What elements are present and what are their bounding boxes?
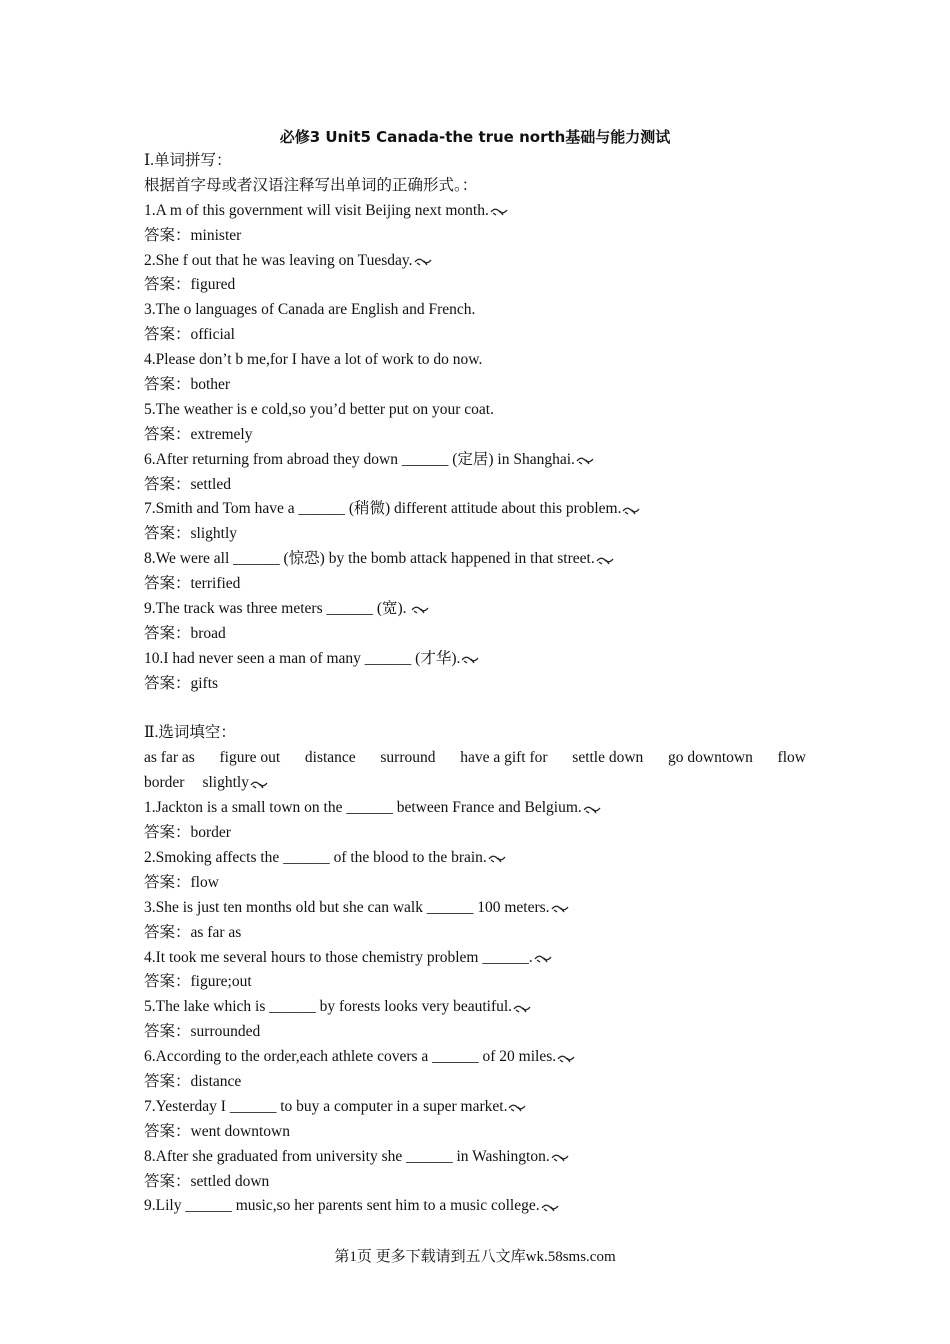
answer-line: 答案：settled: [144, 475, 231, 493]
word-bank-item: border: [144, 774, 185, 792]
answer-line: 答案：flow: [144, 873, 219, 891]
question-line: 1.Jackton is a small town on the ______ between France and Belgium.: [144, 796, 814, 821]
page-footer: 第1页 更多下载请到五八文库wk.58sms.com: [334, 1249, 616, 1265]
document-title: 必修3 Unit5 Canada-the true north基础与能力测试: [279, 128, 671, 146]
word-bank-item: settle down: [572, 749, 644, 767]
answer-line: 答案：bother: [144, 376, 231, 394]
question-line: 8.After she graduated from university she ______ in Washington.: [144, 1145, 814, 1170]
paragraph-mark-icon: [411, 604, 429, 614]
question-line: 3.The o languages of Canada are English and French.: [144, 301, 476, 319]
question-line: 2.Smoking affects the ______ of the blood to the brain.: [144, 846, 814, 871]
paragraph-mark-icon: [576, 455, 594, 465]
paragraph-mark-icon: [622, 505, 640, 515]
answer-line: 答案：surrounded: [144, 1023, 261, 1041]
paragraph-mark-icon: [596, 555, 614, 565]
word-bank-item: flow: [777, 749, 806, 767]
question-line: 3.She is just ten months old but she can walk ______ 100 meters.: [144, 896, 814, 921]
document-body: [144, 149, 814, 1219]
question-line: 6.After returning from abroad they down ______ (定居) in Shanghai.: [144, 448, 814, 473]
word-bank-item: surround: [380, 749, 436, 767]
question-line: 5.The lake which is ______ by forests looks very beautiful.: [144, 995, 814, 1020]
word-bank-item: as far as: [144, 749, 195, 767]
paragraph-mark-icon: [534, 953, 552, 963]
answer-line: 答案：figure;out: [144, 973, 252, 991]
paragraph-mark-icon: [551, 1152, 569, 1162]
word-bank-item: have a gift for: [460, 749, 548, 767]
spacer: [144, 697, 814, 722]
paragraph-mark-icon: [488, 853, 506, 863]
answer-line: 答案：gifts: [144, 674, 219, 692]
answer-line: 答案：border: [144, 824, 231, 842]
paragraph-mark-icon: [250, 779, 268, 789]
paragraph-mark-icon: [461, 654, 479, 664]
answer-line: 答案：went downtown: [144, 1122, 290, 1140]
answer-line: 答案：settled down: [144, 1172, 270, 1190]
paragraph-mark-icon: [557, 1053, 575, 1063]
question-line: 6.According to the order,each athlete covers a ______ of 20 miles.: [144, 1045, 814, 1070]
question-line: 8.We were all ______ (惊恐) by the bomb attack happened in that street.: [144, 547, 814, 572]
question-line: 9.The track was three meters ______ (宽).: [144, 597, 814, 622]
question-line: 7.Smith and Tom have a ______ (稍微) different attitude about this problem.: [144, 497, 814, 522]
answer-line: 答案：extremely: [144, 425, 253, 443]
paragraph-mark-icon: [513, 1003, 531, 1013]
word-bank-item: slightly: [202, 774, 249, 792]
answer-line: 答案：figured: [144, 276, 236, 294]
answer-line: 答案：official: [144, 326, 235, 344]
word-bank-item: distance: [304, 749, 356, 767]
question-line: 1.A m of this government will visit Beijing next month.: [144, 199, 814, 224]
question-line: 10.I had never seen a man of many ______ (才华).: [144, 647, 814, 672]
section1-instruction: 根据首字母或者汉语注释写出单词的正确形式。：: [144, 176, 478, 194]
paragraph-mark-icon: [551, 903, 569, 913]
paragraph-mark-icon: [490, 206, 508, 216]
answer-line: 答案：distance: [144, 1072, 242, 1090]
paragraph-mark-icon: [414, 256, 432, 266]
answer-line: 答案：as far as: [144, 923, 242, 941]
question-line: 4.Please don’t b me,for I have a lot of work to do now.: [144, 351, 483, 369]
word-bank-item: figure out: [219, 749, 281, 767]
section1-heading: Ⅰ.单词拼写：: [144, 152, 232, 169]
question-line: 4.It took me several hours to those chemistry problem ______.: [144, 946, 814, 971]
answer-line: 答案：minister: [144, 226, 242, 244]
paragraph-mark-icon: [508, 1102, 526, 1112]
question-line: 7.Yesterday I ______ to buy a computer in a super market.: [144, 1095, 814, 1120]
answer-line: 答案：slightly: [144, 525, 238, 543]
section2-heading: Ⅱ.选词填空：: [144, 724, 236, 742]
word-bank-line2: [144, 771, 814, 796]
paragraph-mark-icon: [583, 804, 601, 814]
question-line: 9.Lily ______ music,so her parents sent him to a music college.: [144, 1194, 814, 1219]
word-bank-item: go downtown: [668, 749, 753, 767]
paragraph-mark-icon: [541, 1202, 559, 1212]
question-line: 5.The weather is e cold,so you’d better put on your coat.: [144, 400, 494, 418]
question-line: 2.She f out that he was leaving on Tuesday.: [144, 249, 814, 274]
word-bank: [144, 746, 806, 771]
answer-line: 答案：broad: [144, 624, 226, 642]
answer-line: 答案：terrified: [144, 575, 241, 593]
